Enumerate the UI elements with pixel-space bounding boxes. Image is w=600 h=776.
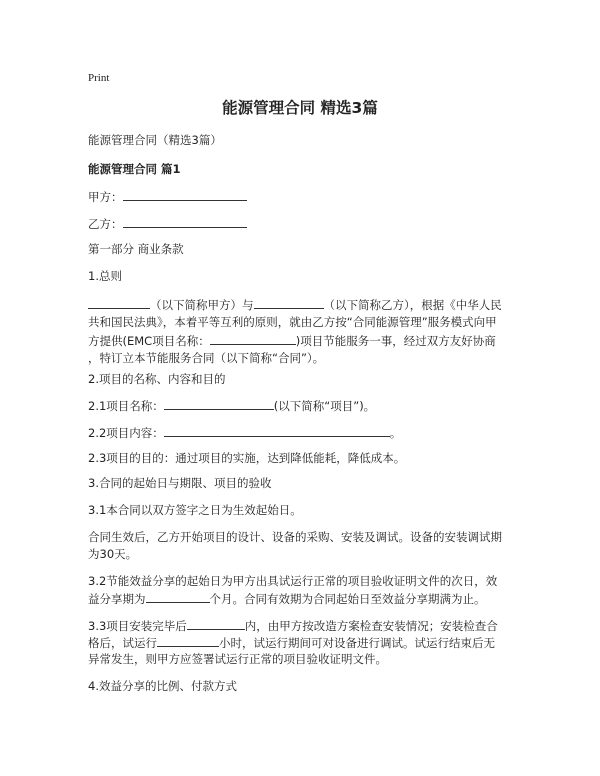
s3-1-line: 3.1本合同以双方签字之日为生效起始日。 [88,503,302,517]
party-a-label: 甲方： [88,190,123,204]
s1-text-a: （以下简称甲方）与 [150,298,254,312]
s3-3-blank-a [187,618,245,630]
s3-2-line-2 [88,591,486,606]
s4-heading: 4.效益分享的比例、付款方式 [88,679,237,693]
s1-line-3 [88,333,496,348]
document-subtitle: 能源管理合同（精选3篇） [88,133,222,147]
s3-3-line-3: 异常发生，则甲方应签署试运行正常的项目验收证明文件。 [88,652,387,666]
part-one-heading: 第一部分 商业条款 [88,242,184,256]
s1-text-c: 方提供(EMC项目名称： [88,334,210,348]
party-b-label: 乙方： [88,217,123,231]
s2-1-suffix: (以下简称“项目”)。 [273,399,376,413]
s3-3-blank-b [157,635,219,647]
s2-2-line [88,425,401,440]
s2-1-blank [164,398,274,410]
s3-2-line-1: 3.2节能效益分享的起始日为甲方出具试运行正常的项目验收证明文件的次日，效 [88,574,498,588]
section-heading: 能源管理合同 篇1 [88,162,181,176]
s3-3-line-1 [88,618,498,633]
s1-line-4: ，特订立本节能服务合同（以下简称“合同”）。 [88,351,325,365]
s2-2-label: 2.2项目内容： [88,426,164,440]
s1-blank-a [88,297,150,309]
s2-3-line: 2.3项目的目的：通过项目的实施，达到降低能耗，降低成本。 [88,451,406,465]
s3-3-text-c: 格后，试运行 [88,636,157,650]
s3-3-text-b: 内，由甲方按改造方案检查安装情况；安装检查合 [244,619,498,633]
s1-blank-c [210,333,296,345]
s2-1-label: 2.1项目名称： [88,399,164,413]
s2-2-blank [164,425,390,437]
s3-p1-line-2: 为30天。 [88,547,138,561]
party-a-blank [123,189,247,201]
s3-3-text-d: 小时，试运行期间可对设备进行调试。试运行结束后无 [219,636,495,650]
s3-3-text-a: 3.3项目安装完毕后 [88,619,187,633]
s1-line-1 [88,297,502,312]
party-b-line [88,216,247,231]
s3-3-line-2 [88,635,495,650]
s3-2-text-b: 个月。合同有效期为合同起始日至效益分享期满为止。 [209,592,486,606]
s2-heading: 2.项目的名称、内容和目的 [88,372,226,386]
s3-2-blank [146,591,210,603]
s1-heading: 1.总则 [88,269,122,283]
party-a-line [88,189,247,204]
s1-text-b: （以下简称乙方），根据《中华人民 [323,298,502,312]
s3-2-text-a: 益分享期为 [88,592,146,606]
s3-heading: 3.合同的起始日与期限、项目的验收 [88,476,272,490]
s2-1-line [88,398,375,413]
s3-p1-line-1: 合同生效后，乙方开始项目的设计、设备的采购、安装及调试。设备的安装调试期 [88,530,502,544]
s1-text-d: )项目节能服务一事，经过双方友好协商 [295,334,496,348]
s1-blank-b [254,297,324,309]
document-title: 能源管理合同 精选3篇 [222,99,378,117]
party-b-blank [123,216,247,228]
s2-2-suffix: 。 [389,426,402,440]
s1-line-2: 共和国民法典》，本着平等互利的原则，就由乙方按“合同能源管理”服务模式向甲 [88,315,497,329]
print-label[interactable]: Print [88,72,110,84]
